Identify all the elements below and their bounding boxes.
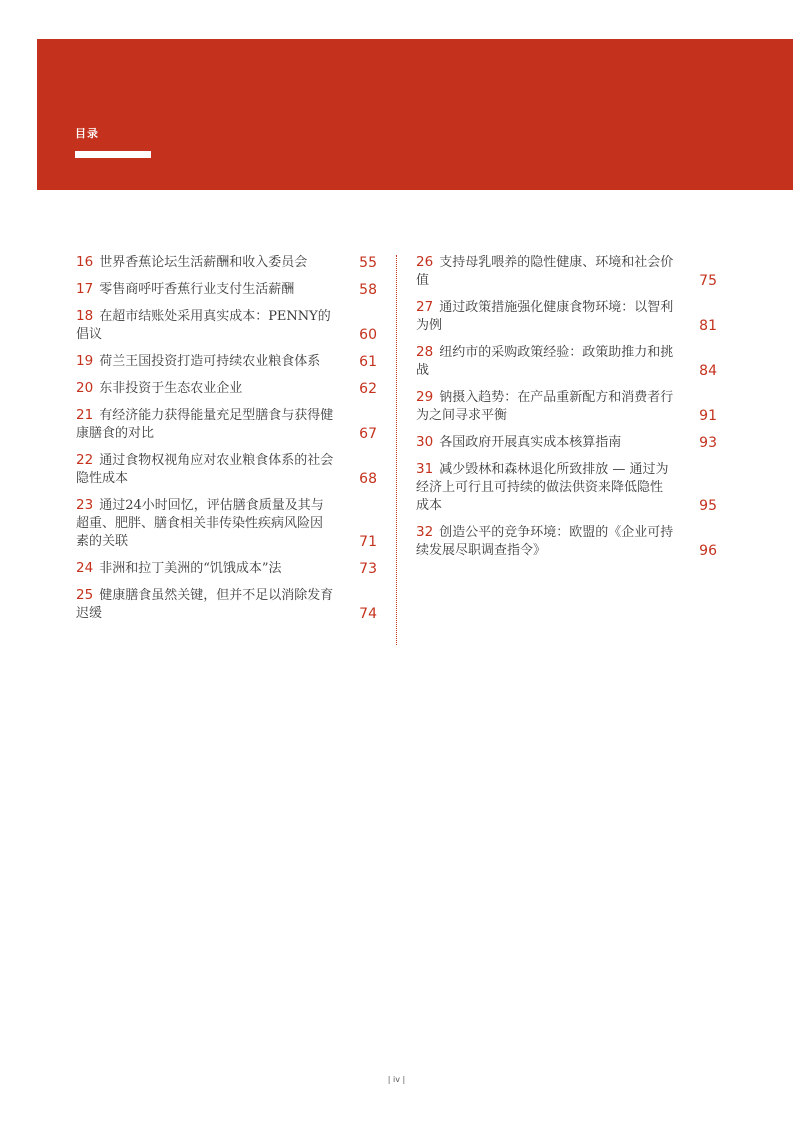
toc-right-column [416,253,717,568]
toc-entry-page: 73 [359,561,377,577]
page-title: 目录 [75,127,99,140]
toc-entry-content [76,496,377,551]
toc-entry-page: 93 [699,435,717,451]
toc-entry-content [416,388,717,425]
toc-entry-number: 16 [76,254,94,270]
toc-entry-page: 58 [359,282,377,298]
toc-entry-number: 24 [76,560,94,576]
toc-entry-title: 东非投资于生态农业企业 [99,381,243,396]
toc-entry-page: 91 [699,408,717,424]
toc-entry-number: 30 [416,434,434,450]
toc-entry-page: 61 [359,354,377,370]
toc-entry-title: 各国政府开展真实成本核算指南 [439,435,622,450]
toc-entry[interactable] [76,307,377,344]
toc-entry[interactable] [76,559,377,578]
toc-entry-content [76,307,377,344]
toc-entry-number: 28 [416,344,434,360]
toc-entry-content [76,352,377,371]
toc-entry-content [416,253,717,290]
toc-entry-number: 19 [76,353,94,369]
column-divider [396,255,397,645]
toc-entry-title: 通过食物权视角应对农业粮食体系的社会隐性成本 [76,453,334,486]
toc-entry-page: 84 [699,363,717,379]
toc-entry-content [76,280,377,299]
title-underline [75,151,151,158]
toc-entry[interactable] [76,280,377,299]
toc-entry[interactable] [76,586,377,623]
toc-entry-title: 减少毁林和森林退化所致排放 — 通过为经济上可行且可持续的做法供资来降低隐性成本 [416,462,669,513]
toc-entry-title: 支持母乳喂养的隐性健康、环境和社会价值 [416,255,674,288]
toc-entry-title: 纽约市的采购政策经验：政策助推力和挑战 [416,345,674,378]
toc-entry-number: 21 [76,407,94,423]
toc-entry-content [416,343,717,380]
toc-entry-title: 钠摄入趋势：在产品重新配方和消费者行为之间寻求平衡 [416,390,674,423]
toc-entry-content [76,379,377,398]
toc-entry[interactable] [76,379,377,398]
toc-entry-content [416,523,717,560]
toc-entry-page: 71 [359,534,377,550]
toc-entry-number: 22 [76,452,94,468]
toc-entry-page: 62 [359,381,377,397]
toc-entry-content [76,586,377,623]
toc-entry-page: 60 [359,327,377,343]
toc-entry-title: 世界香蕉论坛生活薪酬和收入委员会 [99,255,308,270]
toc-entry-content [76,451,377,488]
toc-entry-content [416,433,717,452]
toc-entry-content [76,406,377,443]
toc-entry-number: 23 [76,497,94,513]
toc-entry-number: 27 [416,299,434,315]
toc-entry-content [76,559,377,578]
toc-entry[interactable] [416,343,717,380]
toc-entry-number: 25 [76,587,94,603]
toc-entry-page: 74 [359,606,377,622]
toc-entry-title: 非洲和拉丁美洲的“饥饿成本”法 [99,561,282,576]
toc-entry-page: 75 [699,273,717,289]
toc-entry[interactable] [416,523,717,560]
toc-entry-page: 96 [699,543,717,559]
toc-entry[interactable] [416,460,717,515]
toc-entry[interactable] [76,253,377,272]
toc-entry-page: 67 [359,426,377,442]
toc-entry-page: 68 [359,471,377,487]
toc-entry-number: 17 [76,281,94,297]
toc-left-column [76,253,377,631]
toc-entry[interactable] [76,352,377,371]
toc-entry[interactable] [416,298,717,335]
toc-entry-content [416,298,717,335]
toc-entry[interactable] [416,253,717,290]
toc-entry[interactable] [76,451,377,488]
page-number: | iv | [387,1075,406,1084]
toc-entry-title: 在超市结账处采用真实成本：PENNY的倡议 [76,309,331,342]
header-banner [37,39,793,190]
toc-entry-content [416,460,717,515]
toc-entry-title: 荷兰王国投资打造可持续农业粮食体系 [99,354,321,369]
toc-entry[interactable] [416,433,717,452]
toc-entry-number: 31 [416,461,434,477]
toc-entry[interactable] [76,496,377,551]
toc-entry-title: 创造公平的竞争环境：欧盟的《企业可持续发展尽职调查指令》 [416,525,674,558]
toc-entry[interactable] [416,388,717,425]
toc-entry-number: 32 [416,524,434,540]
toc-entry[interactable] [76,406,377,443]
toc-entry-title: 通过24小时回忆，评估膳食质量及其与超重、肥胖、膳食相关非传染性疾病风险因素的关联 [76,498,324,549]
toc-entry-title: 通过政策措施强化健康食物环境：以智利为例 [416,300,674,333]
toc-entry-title: 零售商呼吁香蕉行业支付生活薪酬 [99,282,295,297]
toc-entry-page: 95 [699,498,717,514]
toc-entry-content [76,253,377,272]
toc-entry-number: 26 [416,254,434,270]
toc-entry-title: 健康膳食虽然关键，但并不足以消除发育迟缓 [76,588,334,621]
toc-entry-number: 18 [76,308,94,324]
toc-entry-title: 有经济能力获得能量充足型膳食与获得健康膳食的对比 [76,408,334,441]
toc-entry-page: 55 [359,255,377,271]
toc-entry-number: 29 [416,389,434,405]
toc-entry-number: 20 [76,380,94,396]
toc-entry-page: 81 [699,318,717,334]
